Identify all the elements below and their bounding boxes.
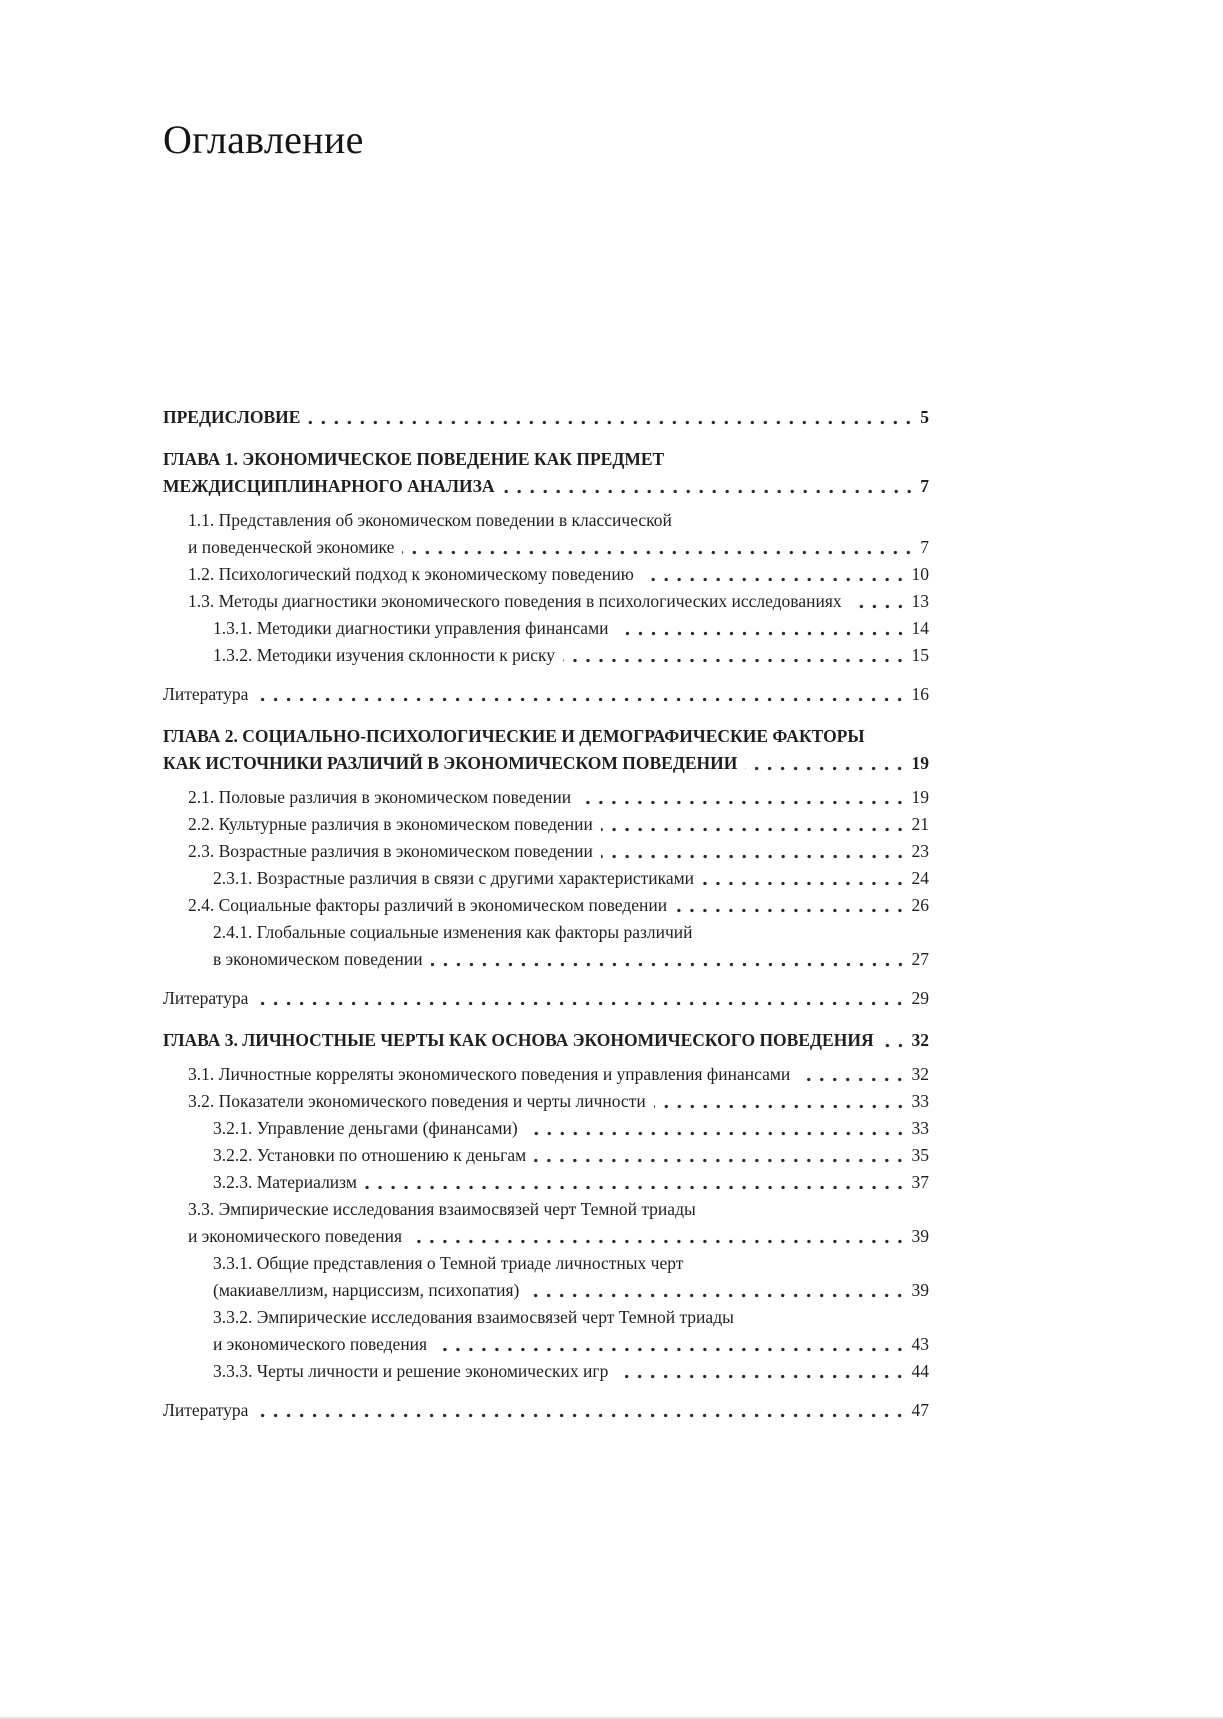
toc-entry-text: 3.2.2. Установки по отношению к деньгам [213,1145,527,1165]
toc-entry [163,1196,929,1250]
toc-entry-line [163,1196,929,1223]
toc-entry-line [163,615,929,642]
toc-entry [163,1061,929,1088]
page-number: 14 [911,618,929,638]
page-number: 47 [911,1400,929,1420]
toc-entry-line [163,1088,929,1115]
toc-entry [163,784,929,811]
page-number: 7 [920,537,929,557]
page-number: 15 [911,645,929,665]
toc-entry-line [163,681,929,708]
toc-entry-text: 3.2. Показатели экономического поведения и черты личности [188,1091,646,1111]
toc-entry-line [163,1169,929,1196]
dot-leader [675,892,908,919]
page-number: 16 [911,684,929,704]
page-number: 13 [911,591,929,611]
toc-entry-line [163,1358,929,1385]
dot-leader [616,1358,908,1385]
toc-entry-line [163,1304,929,1331]
toc-entry-text: 1.3.2. Методики изучения склонности к риску [213,645,555,665]
dot-leader [410,1223,908,1250]
toc-entry-line [163,561,929,588]
toc-entry-line [163,1027,929,1054]
dot-leader [435,1331,908,1358]
page-number: 29 [911,988,929,1008]
dot-leader [617,615,909,642]
toc-entry-text: 2.4.1. Глобальные социальные изменения как факторы различий [213,922,693,942]
page-number: 39 [911,1280,929,1300]
dot-leader [642,561,909,588]
dot-leader [503,473,918,500]
toc-entry-line [163,919,929,946]
dot-leader [579,784,908,811]
toc-entry [163,1088,929,1115]
toc-entry-line [163,1142,929,1169]
toc-entry-text: 2.3. Возрастные различия в экономическом поведении [188,841,593,861]
dot-leader [702,865,908,892]
dot-leader [365,1169,909,1196]
dot-leader [256,1397,908,1424]
toc-entry-text: КАК ИСТОЧНИКИ РАЗЛИЧИЙ В ЭКОНОМИЧЕСКОМ ПОВЕДЕНИИ [163,753,738,773]
toc-entry-text: 3.1. Личностные корреляты экономического поведения и управления финансами [188,1064,791,1084]
toc-entry [163,1397,929,1424]
toc-entry-text: Литература [163,684,249,704]
toc-entry-text: 3.3. Эмпирические исследования взаимосвязей черт Темной триады [188,1199,696,1219]
toc-entry-text: 3.2.3. Материализм [213,1172,357,1192]
toc-entry-text: 2.2. Культурные различия в экономическом поведении [188,814,593,834]
toc-entry-text: (макиавеллизм, нарциссизм, психопатия) [213,1280,520,1300]
toc-entry-text: 2.1. Половые различия в экономическом поведении [188,787,572,807]
dot-leader [534,1142,908,1169]
toc-entry-line [163,946,929,973]
page-number: 21 [911,814,929,834]
toc-entry-text: 1.3.1. Методики диагностики управления финансами [213,618,609,638]
page-number: 7 [920,476,929,496]
toc-entry-line [163,865,929,892]
dot-leader [526,1115,909,1142]
toc-entry-text: ПРЕДИСЛОВИЕ [163,407,301,427]
toc-entry [163,1142,929,1169]
dot-leader [882,1027,909,1054]
toc-entry-line [163,446,929,473]
toc-entry [163,446,929,500]
toc-entry-line [163,811,929,838]
toc-entry [163,723,929,777]
toc-entry [163,838,929,865]
toc-entry [163,1169,929,1196]
toc-entry-line [163,473,929,500]
toc-entry [163,811,929,838]
toc-entry [163,1358,929,1385]
toc-entry-text: МЕЖДИСЦИПЛИНАРНОГО АНАЛИЗА [163,476,495,496]
toc-entry [163,588,929,615]
dot-leader [601,811,909,838]
dot-leader [798,1061,908,1088]
page-number: 27 [911,949,929,969]
toc-entry-text: 3.3.2. Эмпирические исследования взаимосвязей черт Темной триады [213,1307,734,1327]
toc-entry-text: ГЛАВА 1. ЭКОНОМИЧЕСКОЕ ПОВЕДЕНИЕ КАК ПРЕДМЕТ [163,449,665,469]
toc-entry [163,404,929,431]
toc-entry-line [163,723,929,750]
toc-entry-text: и экономического поведения [188,1226,403,1246]
toc-entry-line [163,642,929,669]
toc-entry-text: и поведенческой экономике [188,537,395,557]
page-number: 19 [911,787,929,807]
dot-leader [256,985,908,1012]
toc-entry-text: ГЛАВА 2. СОЦИАЛЬНО-ПСИХОЛОГИЧЕСКИЕ И ДЕМОГРАФИЧЕСКИЕ ФАКТОРЫ [163,726,865,746]
toc-entry-text: 2.4. Социальные факторы различий в экономическом поведении [188,895,668,915]
page-number: 35 [911,1145,929,1165]
page-number: 24 [911,868,929,888]
toc-entry-text: 3.3.3. Черты личности и решение экономических игр [213,1361,609,1381]
toc-entry-line [163,750,929,777]
toc-entry-line [163,1115,929,1142]
page-number: 33 [911,1091,929,1111]
dot-leader [402,534,917,561]
dot-leader [527,1277,908,1304]
toc-entry-text: 3.3.1. Общие представления о Темной триаде личностных черт [213,1253,684,1273]
toc-entry-text: 1.1. Представления об экономическом поведении в классической [188,510,672,530]
toc-entry-line [163,1223,929,1250]
dot-leader [256,681,908,708]
dot-leader [850,588,909,615]
toc-entry [163,919,929,973]
page-title: Оглавление [163,117,364,162]
toc-entry [163,1250,929,1304]
toc-entry-text: в экономическом поведении [213,949,423,969]
toc-entry-text: 1.2. Психологический подход к экономическому поведению [188,564,634,584]
toc-entry-line [163,1277,929,1304]
toc-list [163,404,929,1424]
toc-entry-line [163,588,929,615]
toc-entry [163,507,929,561]
toc-entry-line [163,892,929,919]
toc-entry-line [163,1397,929,1424]
page-number: 44 [911,1361,929,1381]
toc-entry [163,681,929,708]
toc-entry-line [163,838,929,865]
page-number: 37 [911,1172,929,1192]
page-number: 39 [911,1226,929,1246]
toc-entry-line [163,404,929,431]
toc-entry [163,615,929,642]
page-number: 32 [911,1030,929,1050]
toc-entry-text: Литература [163,1400,249,1420]
page-number: 19 [911,753,929,773]
page-number: 26 [911,895,929,915]
toc-entry [163,1027,929,1054]
toc-entry [163,985,929,1012]
dot-leader [745,750,908,777]
page-number: 43 [911,1334,929,1354]
toc-entry-line [163,1250,929,1277]
dot-leader [431,946,909,973]
toc-entry-line [163,507,929,534]
toc-entry-text: и экономического поведения [213,1334,428,1354]
toc-entry-line [163,985,929,1012]
toc-entry [163,892,929,919]
dot-leader [563,642,909,669]
dot-leader [601,838,909,865]
toc-entry-line [163,1331,929,1358]
page-number: 33 [911,1118,929,1138]
toc-entry [163,865,929,892]
page-number: 32 [911,1064,929,1084]
toc-entry-line [163,534,929,561]
page-number: 23 [911,841,929,861]
toc-entry-text: 3.2.1. Управление деньгами (финансами) [213,1118,518,1138]
toc-entry-text: 1.3. Методы диагностики экономического поведения в психологических исследованиях [188,591,842,611]
toc-entry [163,1115,929,1142]
toc-entry-line [163,784,929,811]
dot-leader [654,1088,909,1115]
dot-leader [308,404,917,431]
toc-entry-text: 2.3.1. Возрастные различия в связи с другими характеристиками [213,868,695,888]
toc-entry [163,642,929,669]
toc-entry-text: ГЛАВА 3. ЛИЧНОСТНЫЕ ЧЕРТЫ КАК ОСНОВА ЭКОНОМИЧЕСКОГО ПОВЕДЕНИЯ [163,1030,874,1050]
toc-entry-line [163,1061,929,1088]
page-number: 10 [911,564,929,584]
toc-entry-text: Литература [163,988,249,1008]
toc-entry [163,1304,929,1358]
page-number: 5 [920,407,929,427]
toc-entry [163,561,929,588]
